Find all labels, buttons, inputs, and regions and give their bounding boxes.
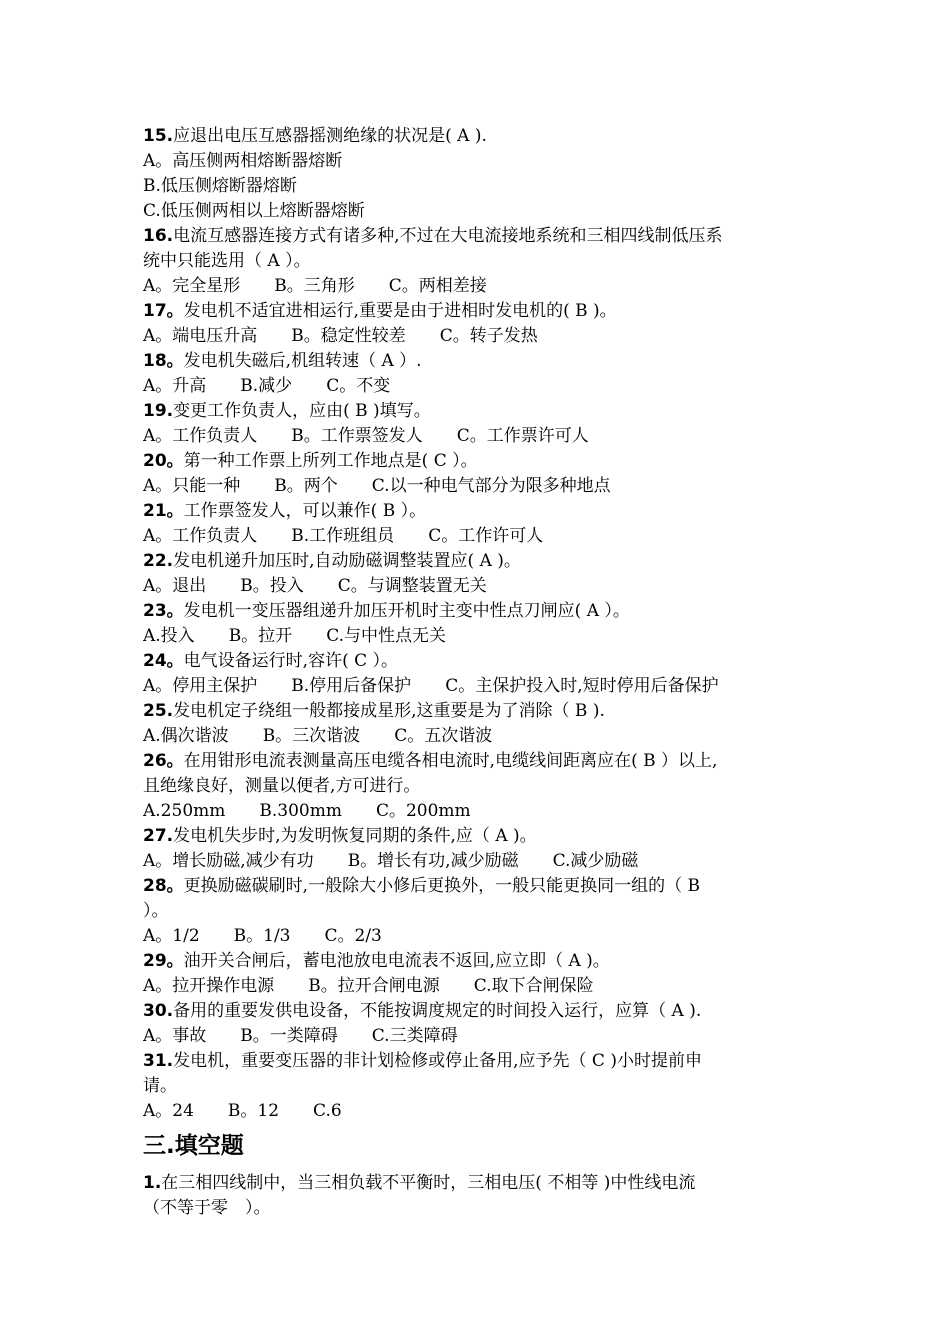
answer-option: A。工作负责人 [143, 526, 258, 546]
answer-option: A.250mm [143, 801, 226, 821]
answer-option: A。拉开操作电源 [143, 976, 275, 996]
question-number: 31. [143, 1051, 174, 1071]
answer-options [143, 624, 807, 649]
answer-option: C.6 [313, 1101, 342, 1121]
question-stem-continuation [143, 1074, 807, 1099]
answer-options [143, 924, 807, 949]
question-stem [143, 124, 807, 149]
answer-option: B。三次谐波 [262, 726, 361, 746]
answer-option: B.停用后备保护 [291, 676, 412, 696]
question-text: 发电机不适宜进相运行,重要是由于进相时发电机的( B )。 [183, 301, 617, 321]
question-stem-continuation [143, 899, 807, 924]
answer-option: C。转子发热 [439, 326, 538, 346]
answer-option: A。退出 [143, 576, 207, 596]
question-stem [143, 349, 807, 374]
answer-option: A。24 [143, 1101, 194, 1121]
answer-option: A。工作负责人 [143, 426, 258, 446]
answer-options [143, 149, 807, 174]
answer-option: B。拉开合闸电源 [308, 976, 440, 996]
question-stem-continuation [143, 1196, 807, 1221]
question-number: 1. [143, 1173, 162, 1193]
answer-option: C。不变 [326, 376, 391, 396]
answer-options [143, 724, 807, 749]
question-text: 发电机失步时,为发明恢复同期的条件,应（ A )。 [173, 826, 537, 846]
answer-option: B。两个 [274, 476, 338, 496]
question-text: 且绝缘良好，测量以便者,方可进行。 [143, 776, 421, 796]
answer-options [143, 424, 807, 449]
answer-option: C。200mm [375, 801, 471, 821]
answer-option: A。增长励磁,减少有功 [143, 851, 314, 871]
answer-options [143, 1099, 807, 1124]
question-text: 在用钳形电流表测量高压电缆各相电流时,电缆线间距离应在( B ）以上, [183, 751, 718, 771]
question-stem [143, 399, 807, 424]
answer-option: C.低压侧两相以上熔断器熔断 [143, 201, 365, 221]
answer-option: A。端电压升高 [143, 326, 258, 346]
answer-option: C.取下合闸保险 [473, 976, 594, 996]
question-number: 27. [143, 826, 174, 846]
answer-options [143, 274, 807, 299]
answer-option: B。拉开 [228, 626, 293, 646]
question-number: 17。 [143, 301, 184, 321]
answer-option: C.减少励磁 [552, 851, 639, 871]
question-number: 23。 [143, 601, 184, 621]
answer-option: B.300mm [259, 801, 342, 821]
question-stem [143, 749, 807, 774]
answer-options [143, 799, 807, 824]
answer-option: A.偶次谐波 [143, 726, 229, 746]
answer-option: B。12 [227, 1101, 280, 1121]
question-text: 请。 [143, 1076, 177, 1096]
answer-options [143, 974, 807, 999]
question-text: （不等于零 ）。 [143, 1198, 271, 1218]
answer-options [143, 1024, 807, 1049]
answer-option: B。增长有功,减少励磁 [347, 851, 519, 871]
document-page [143, 124, 807, 1221]
question-number: 21。 [143, 501, 184, 521]
question-text: 备用的重要发供电设备，不能按调度规定的时间投入运行，应算（ A ). [173, 1001, 702, 1021]
question-number: 29。 [143, 951, 184, 971]
answer-option: A.投入 [143, 626, 195, 646]
question-stem-continuation [143, 249, 807, 274]
answer-option: A。停用主保护 [143, 676, 258, 696]
question-text: 电流互感器连接方式有诸多种,不过在大电流接地系统和三相四线制低压系 [173, 226, 723, 246]
fill-in-blank-list [143, 1171, 807, 1221]
answer-option: C.以一种电气部分为限多种地点 [371, 476, 611, 496]
answer-options [143, 174, 807, 199]
answer-option: C。主保护投入时,短时停用后备保护 [445, 676, 719, 696]
answer-options [143, 849, 807, 874]
question-stem [143, 599, 807, 624]
question-text: 发电机一变压器组递升加压开机时主变中性点刀闸应( A ）。 [183, 601, 630, 621]
question-text: 统中只能选用（ A ）。 [143, 251, 311, 271]
answer-option: C。与调整装置无关 [337, 576, 487, 596]
question-stem [143, 699, 807, 724]
answer-option: A。高压侧两相熔断器熔断 [143, 151, 343, 171]
question-number: 25. [143, 701, 174, 721]
question-text: 在三相四线制中，当三相负载不平衡时，三相电压( 不相等 )中性线电流 [161, 1173, 696, 1193]
answer-option: B.工作班组员 [291, 526, 395, 546]
section-title: 三.填空题 [143, 1133, 244, 1159]
question-text: 工作票签发人，可以兼作( B ）。 [183, 501, 427, 521]
answer-option: B.减少 [240, 376, 293, 396]
question-text: 变更工作负责人，应由( B )填写。 [173, 401, 431, 421]
question-text: 发电机失磁后,机组转速（ A ）. [183, 351, 422, 371]
question-text: 油开关合闸后，蓄电池放电电流表不返回,应立即（ A )。 [183, 951, 610, 971]
question-stem [143, 1049, 807, 1074]
multiple-choice-list [143, 124, 807, 1124]
question-stem [143, 299, 807, 324]
question-stem [143, 449, 807, 474]
answer-option: A。完全星形 [143, 276, 241, 296]
question-number: 20。 [143, 451, 184, 471]
answer-option: B。工作票签发人 [291, 426, 423, 446]
question-number: 22. [143, 551, 174, 571]
question-text: 更换励磁碳刷时,一般除大小修后更换外，一般只能更换同一组的（ B [183, 876, 700, 896]
question-text: 发电机递升加压时,自动励磁调整装置应( A )。 [173, 551, 521, 571]
question-number: 24。 [143, 651, 184, 671]
question-text: 发电机，重要变压器的非计划检修或停止备用,应予先（ C )小时提前申 [173, 1051, 702, 1071]
question-text: 应退出电压互感器摇测绝缘的状况是( A ). [173, 126, 487, 146]
answer-options [143, 574, 807, 599]
question-number: 19. [143, 401, 174, 421]
question-text: 发电机定子绕组一般都接成星形,这重要是为了消除（ B ). [173, 701, 605, 721]
answer-option: C。工作票许可人 [456, 426, 589, 446]
question-text: 电气设备运行时,容许( C ）。 [183, 651, 399, 671]
answer-option: C。工作许可人 [428, 526, 544, 546]
answer-option: A。1/2 [143, 926, 200, 946]
question-stem [143, 499, 807, 524]
question-stem [143, 549, 807, 574]
question-stem [143, 1171, 807, 1196]
answer-option: B。稳定性较差 [291, 326, 406, 346]
question-stem [143, 824, 807, 849]
answer-option: A。事故 [143, 1026, 207, 1046]
answer-option: B。1/3 [233, 926, 291, 946]
answer-option: B。三角形 [274, 276, 355, 296]
answer-option: C.与中性点无关 [326, 626, 446, 646]
question-number: 30. [143, 1001, 174, 1021]
answer-options [143, 324, 807, 349]
answer-options [143, 199, 807, 224]
answer-option: B。一类障碍 [240, 1026, 338, 1046]
question-number: 18。 [143, 351, 184, 371]
question-stem [143, 224, 807, 249]
question-text: 第一种工作票上所列工作地点是( C ）。 [183, 451, 478, 471]
question-stem-continuation [143, 774, 807, 799]
answer-option: C。2/3 [324, 926, 382, 946]
question-stem [143, 999, 807, 1024]
answer-options [143, 524, 807, 549]
answer-option: A。只能一种 [143, 476, 241, 496]
question-number: 26。 [143, 751, 184, 771]
answer-options [143, 374, 807, 399]
answer-option: C.三类障碍 [371, 1026, 458, 1046]
answer-option: B.低压侧熔断器熔断 [143, 176, 297, 196]
question-stem [143, 949, 807, 974]
answer-options [143, 474, 807, 499]
answer-options [143, 674, 807, 699]
question-stem [143, 874, 807, 899]
question-number: 15. [143, 126, 174, 146]
question-text: ）。 [143, 901, 169, 921]
question-stem [143, 649, 807, 674]
question-number: 16. [143, 226, 174, 246]
question-number: 28。 [143, 876, 184, 896]
answer-option: C。五次谐波 [394, 726, 493, 746]
answer-option: B。投入 [240, 576, 304, 596]
answer-option: A。升高 [143, 376, 207, 396]
answer-option: C。两相差接 [388, 276, 487, 296]
